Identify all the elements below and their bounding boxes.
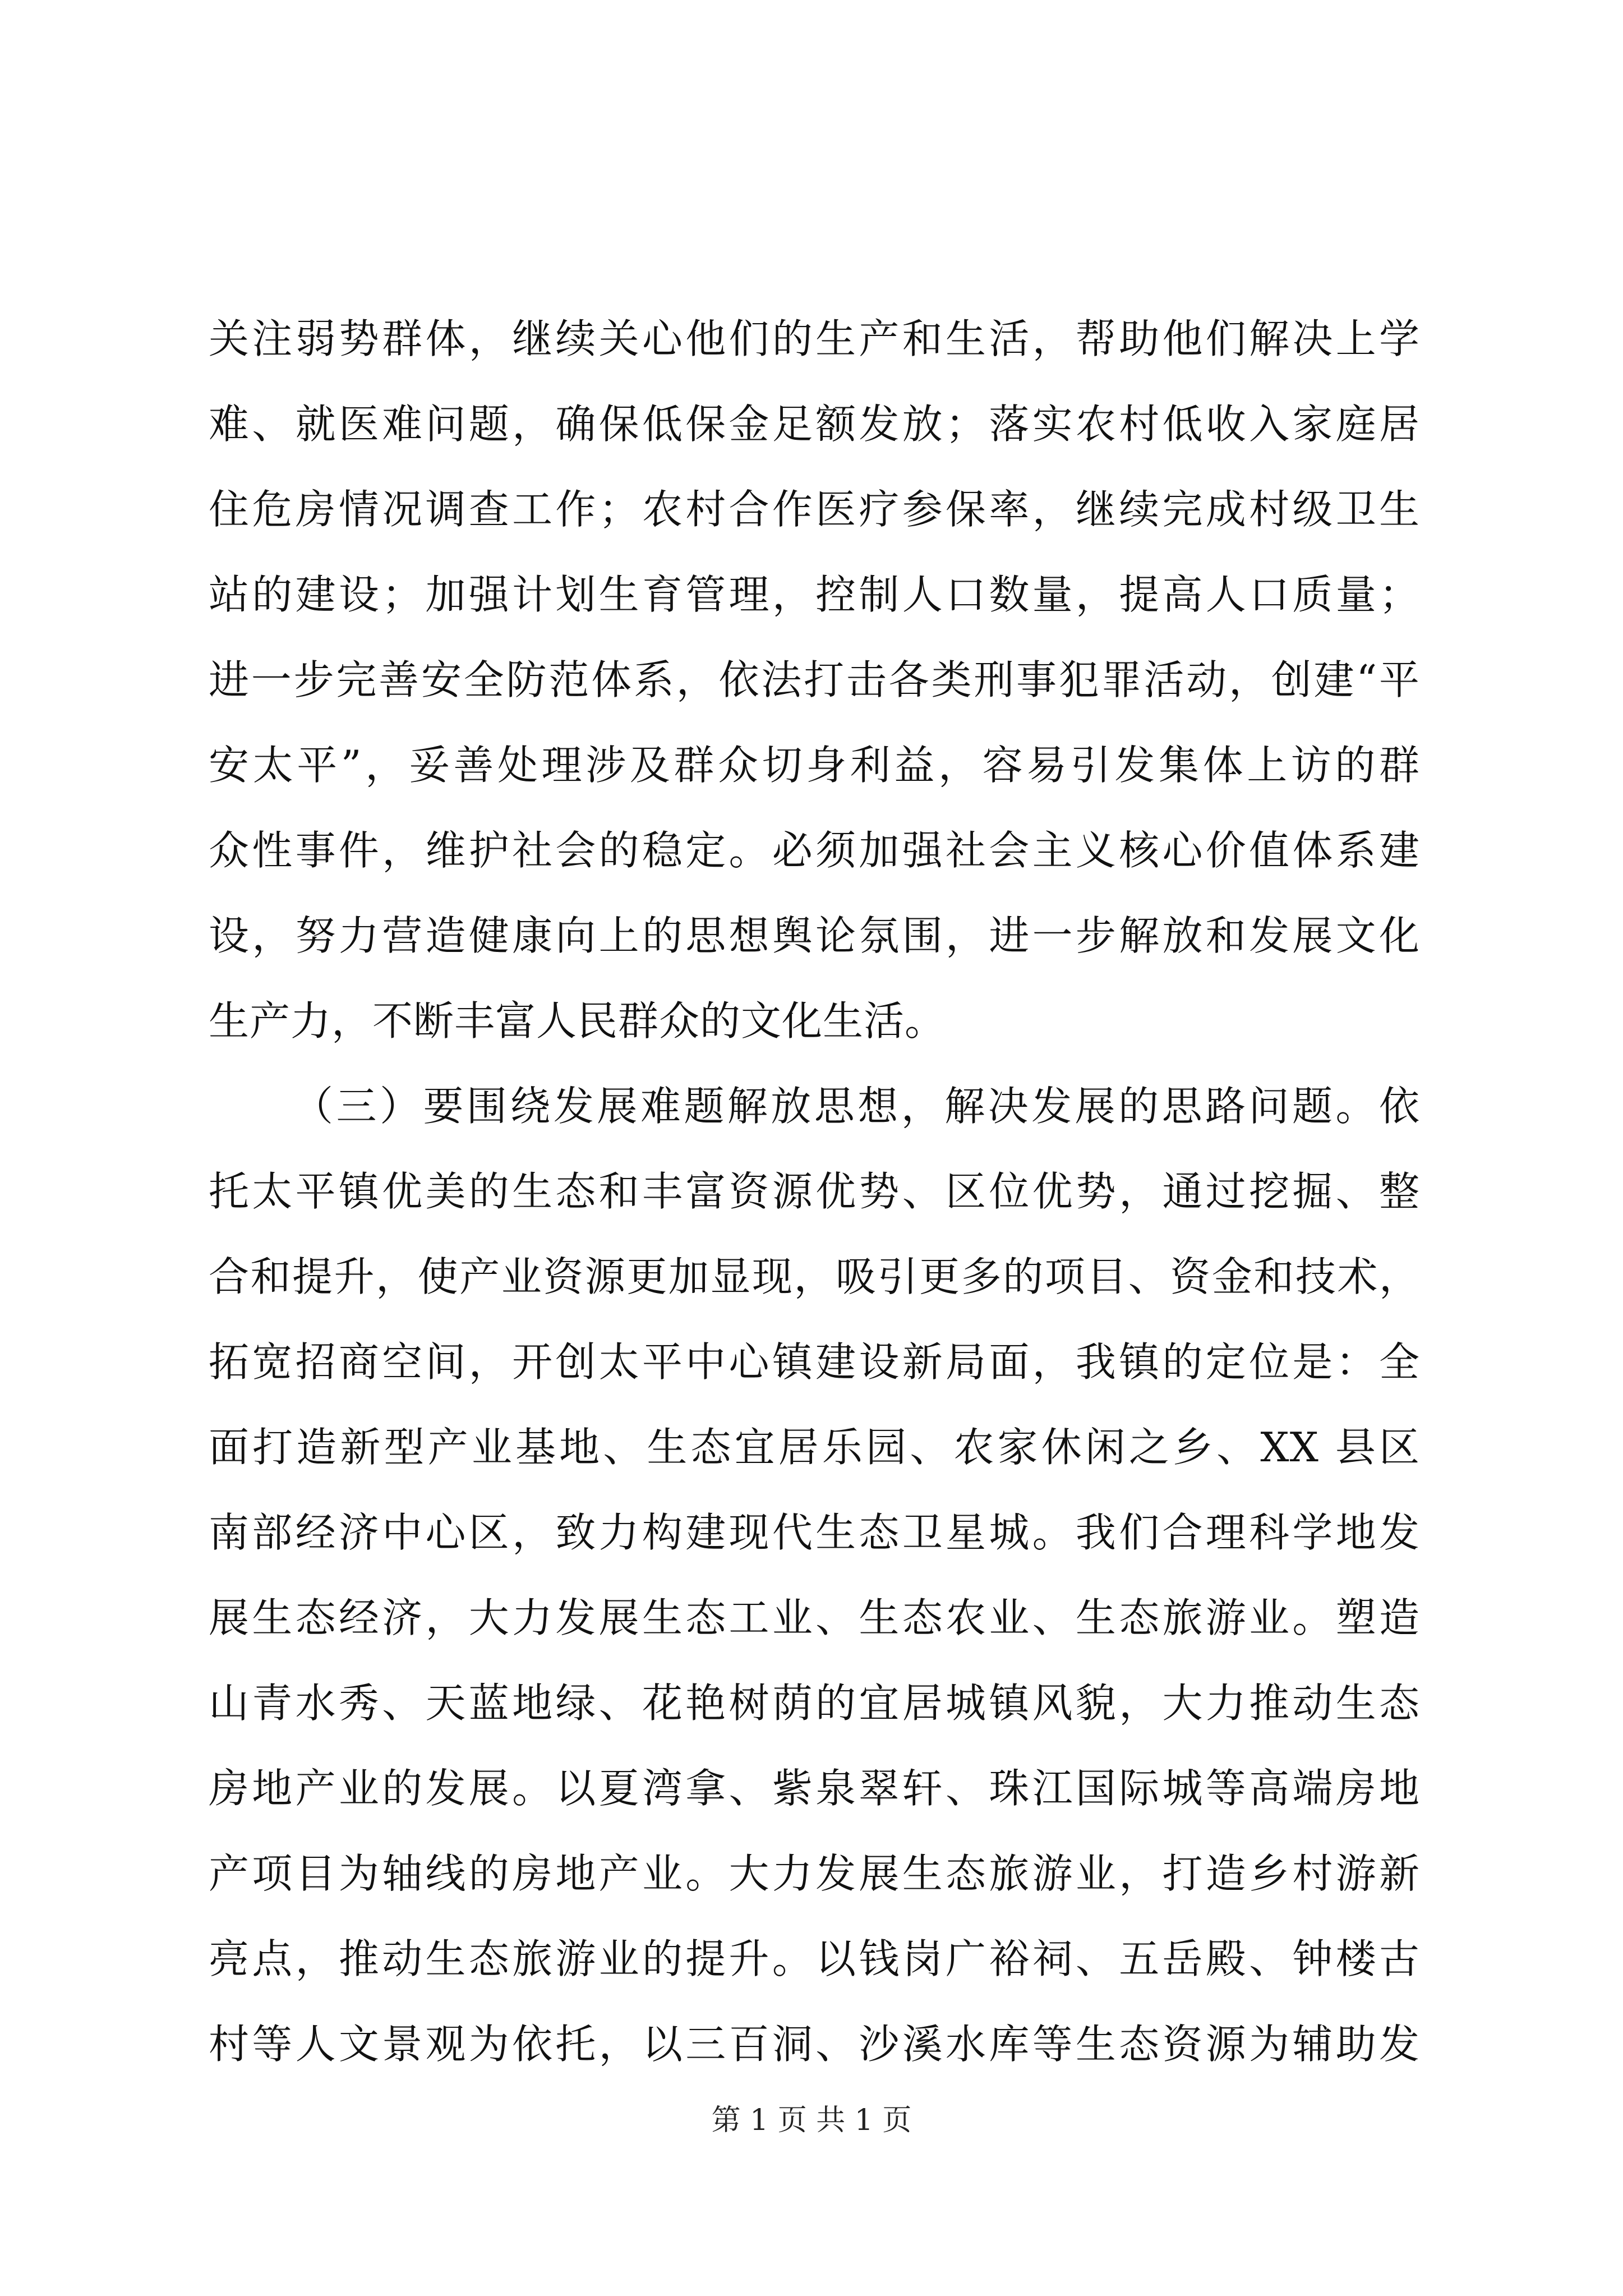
text-line: 产项目为轴线的房地产业。大力发展生态旅游业，打造乡村游新 xyxy=(209,1850,1420,1897)
text-line: 面打造新型产业基地、生态宜居乐园、农家休闲之乡、XX 县区 xyxy=(209,1424,1420,1471)
text-line: 关注弱势群体，继续关心他们的生产和生活，帮助他们解决上学 xyxy=(209,315,1420,362)
text-line: 展生态经济，大力发展生态工业、生态农业、生态旅游业。塑造 xyxy=(209,1594,1420,1641)
text-line: 南部经济中心区，致力构建现代生态卫星城。我们合理科学地发 xyxy=(209,1509,1420,1556)
text-line: 亮点，推动生态旅游业的提升。以钱岗广裕祠、五岳殿、钟楼古 xyxy=(209,1935,1420,1982)
text-line: 生产力，不断丰富人民群众的文化生活。 xyxy=(209,997,946,1045)
text-line: 进一步完善安全防范体系，依法打击各类刑事犯罪活动，创建“平 xyxy=(209,656,1420,703)
text-line: 房地产业的发展。以夏湾拿、紫泉翠轩、珠江国际城等高端房地 xyxy=(209,1765,1420,1812)
text-line: 拓宽招商空间，开创太平中心镇建设新局面，我镇的定位是：全 xyxy=(209,1338,1420,1386)
paragraph-2 xyxy=(209,1064,1420,2087)
text-line: 山青水秀、天蓝地绿、花艳树荫的宜居城镇风貌，大力推动生态 xyxy=(209,1680,1420,1727)
text-line: 村等人文景观为依托，以三百洞、沙溪水库等生态资源为辅助发 xyxy=(209,2021,1420,2068)
text-line: （三）要围绕发展难题解放思想，解决发展的思路问题。依 xyxy=(293,1083,1420,1130)
text-line: 难、就医难问题，确保低保金足额发放；落实农村低收入家庭居 xyxy=(209,401,1420,448)
text-line: 众性事件，维护社会的稳定。必须加强社会主义核心价值体系建 xyxy=(209,827,1420,874)
text-line: 合和提升，使产业资源更加显现，吸引更多的项目、资金和技术， xyxy=(209,1253,1420,1300)
text-line: 托太平镇优美的生态和丰富资源优势、区位优势，通过挖掘、整 xyxy=(209,1168,1420,1215)
paragraph-1 xyxy=(209,296,1420,1064)
text-line: 住危房情况调查工作；农村合作医疗参保率，继续完成村级卫生 xyxy=(209,486,1420,533)
text-line: 安太平”，妥善处理涉及群众切身利益，容易引发集体上访的群 xyxy=(209,742,1420,789)
page-footer: 第 1 页 共 1 页 xyxy=(711,2104,912,2137)
text-line: 设，努力营造健康向上的思想舆论氛围，进一步解放和发展文化 xyxy=(209,912,1420,959)
body-text xyxy=(209,296,1420,2087)
text-line: 站的建设；加强计划生育管理，控制人口数量，提高人口质量； xyxy=(209,571,1420,618)
